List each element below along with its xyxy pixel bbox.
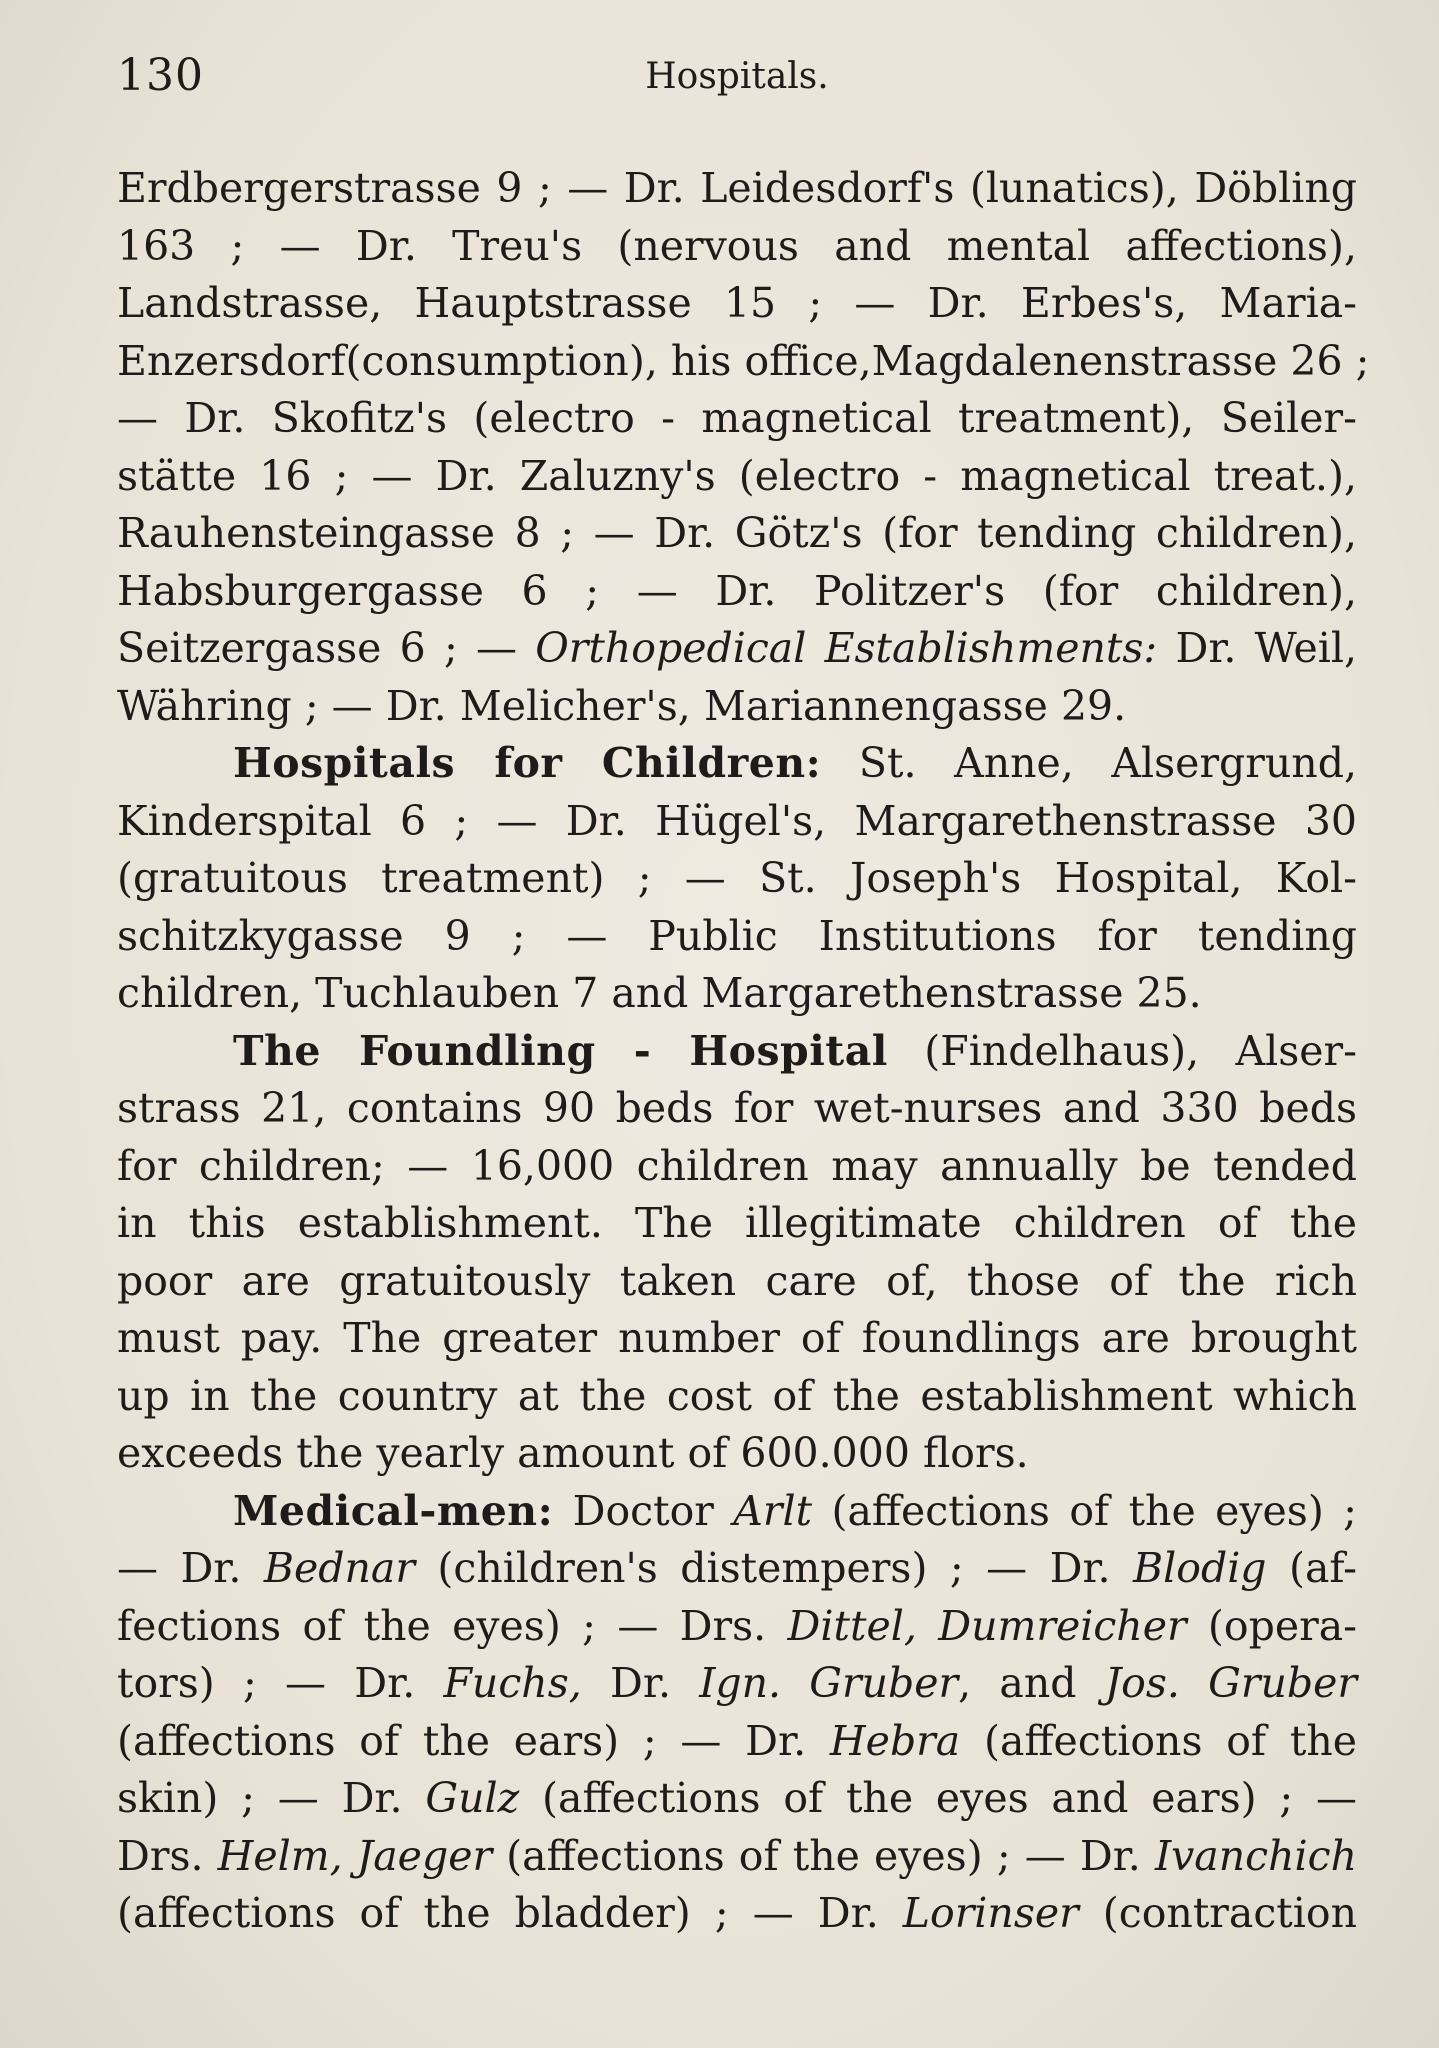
- text-line: Rauhensteingasse 8 ; — Dr. Götz's (for tending children),: [117, 509, 1357, 557]
- text-line: Währing ; — Dr. Melicher's, Mariannengasse 29.: [117, 681, 1127, 730]
- italic-heading: Orthopedical Establishments:: [535, 624, 1158, 672]
- text-line: schitzkygasse 9 ; — Public Institutions for tending: [117, 911, 1357, 960]
- text-line: in this establishment. The illegitimate children of the: [117, 1199, 1357, 1247]
- text-line: poor are gratuitously taken care of, those of the rich: [117, 1256, 1357, 1305]
- section-heading-medical: Medical-men:: [233, 1486, 554, 1535]
- text-line: Habsburgergasse 6 ; — Dr. Politzer's (for children),: [117, 566, 1357, 615]
- text-line: Hospitals for Children: St. Anne, Alsergrund,: [233, 739, 1357, 787]
- running-head: Hospitals.: [645, 56, 829, 97]
- text-line: Enzersdorf(consumption), his office,Magdalenenstrasse 26 ;: [117, 336, 1370, 385]
- text-line: children, Tuchlauben 7 and Margarethenstrasse 25.: [117, 969, 1202, 1017]
- text-line: — Dr. Bednar (children's distempers) ; — Dr. Blodig (af-: [117, 1544, 1357, 1592]
- text-line: skin) ; — Dr. Gulz (affections of the eyes and ears) ; —: [117, 1774, 1358, 1822]
- section-heading-foundling: The Foundling - Hospital: [233, 1026, 888, 1075]
- text-line: Erdbergerstrasse 9 ; — Dr. Leidesdorf's (lunatics), Döbling: [117, 164, 1357, 212]
- text-line: (gratuitous treatment) ; — St. Joseph's Hospital, Kol-: [117, 854, 1357, 902]
- text-line: must pay. The greater number of foundlings are brought: [117, 1314, 1357, 1362]
- page-number: 130: [117, 50, 204, 101]
- text-line: strass 21, contains 90 beds for wet-nurses and 330 beds: [117, 1084, 1357, 1132]
- section-heading-children: Hospitals for Children:: [233, 739, 822, 787]
- text-line: Seitzergasse 6 ; — Orthopedical Establishments: Dr. Weil,: [117, 624, 1357, 672]
- text-line: (affections of the bladder) ; — Dr. Lorinser (contraction: [117, 1889, 1357, 1937]
- text-line: tors) ; — Dr. Fuchs, Dr. Ign. Gruber, and Jos. Gruber: [117, 1659, 1358, 1707]
- text-line: exceeds the yearly amount of 600.000 flors.: [117, 1429, 1029, 1477]
- text-line: for children; — 16,000 children may annually be tended: [117, 1141, 1357, 1190]
- text-line: Drs. Helm, Jaeger (affections of the eyes) ; — Dr. Ivanchich: [117, 1831, 1358, 1880]
- text-line: The Foundling - Hospital (Findelhaus), Alser-: [233, 1026, 1358, 1075]
- text-line: Medical-men: Doctor Arlt (affections of the eyes) ;: [233, 1486, 1357, 1535]
- text-line: 163 ; — Dr. Treu's (nervous and mental affections),: [117, 221, 1357, 270]
- text-line: stätte 16 ; — Dr. Zaluzny's (electro - magnetical treat.),: [117, 451, 1357, 500]
- text-line: Landstrasse, Hauptstrasse 15 ; — Dr. Erbes's, Maria-: [117, 279, 1357, 327]
- text-line: Kinderspital 6 ; — Dr. Hügel's, Margarethenstrasse 30: [117, 796, 1357, 845]
- page-header: [117, 50, 1357, 110]
- text-line: up in the country at the cost of the establishment which: [117, 1371, 1357, 1420]
- text-line: (affections of the ears) ; — Dr. Hebra (affections of the: [117, 1716, 1357, 1765]
- text-line: — Dr. Skofitz's (electro - magnetical treatment), Seiler-: [117, 394, 1357, 442]
- body-text: [117, 160, 1370, 1943]
- text-line: fections of the eyes) ; — Drs. Dittel, Dumreicher (opera-: [117, 1601, 1357, 1650]
